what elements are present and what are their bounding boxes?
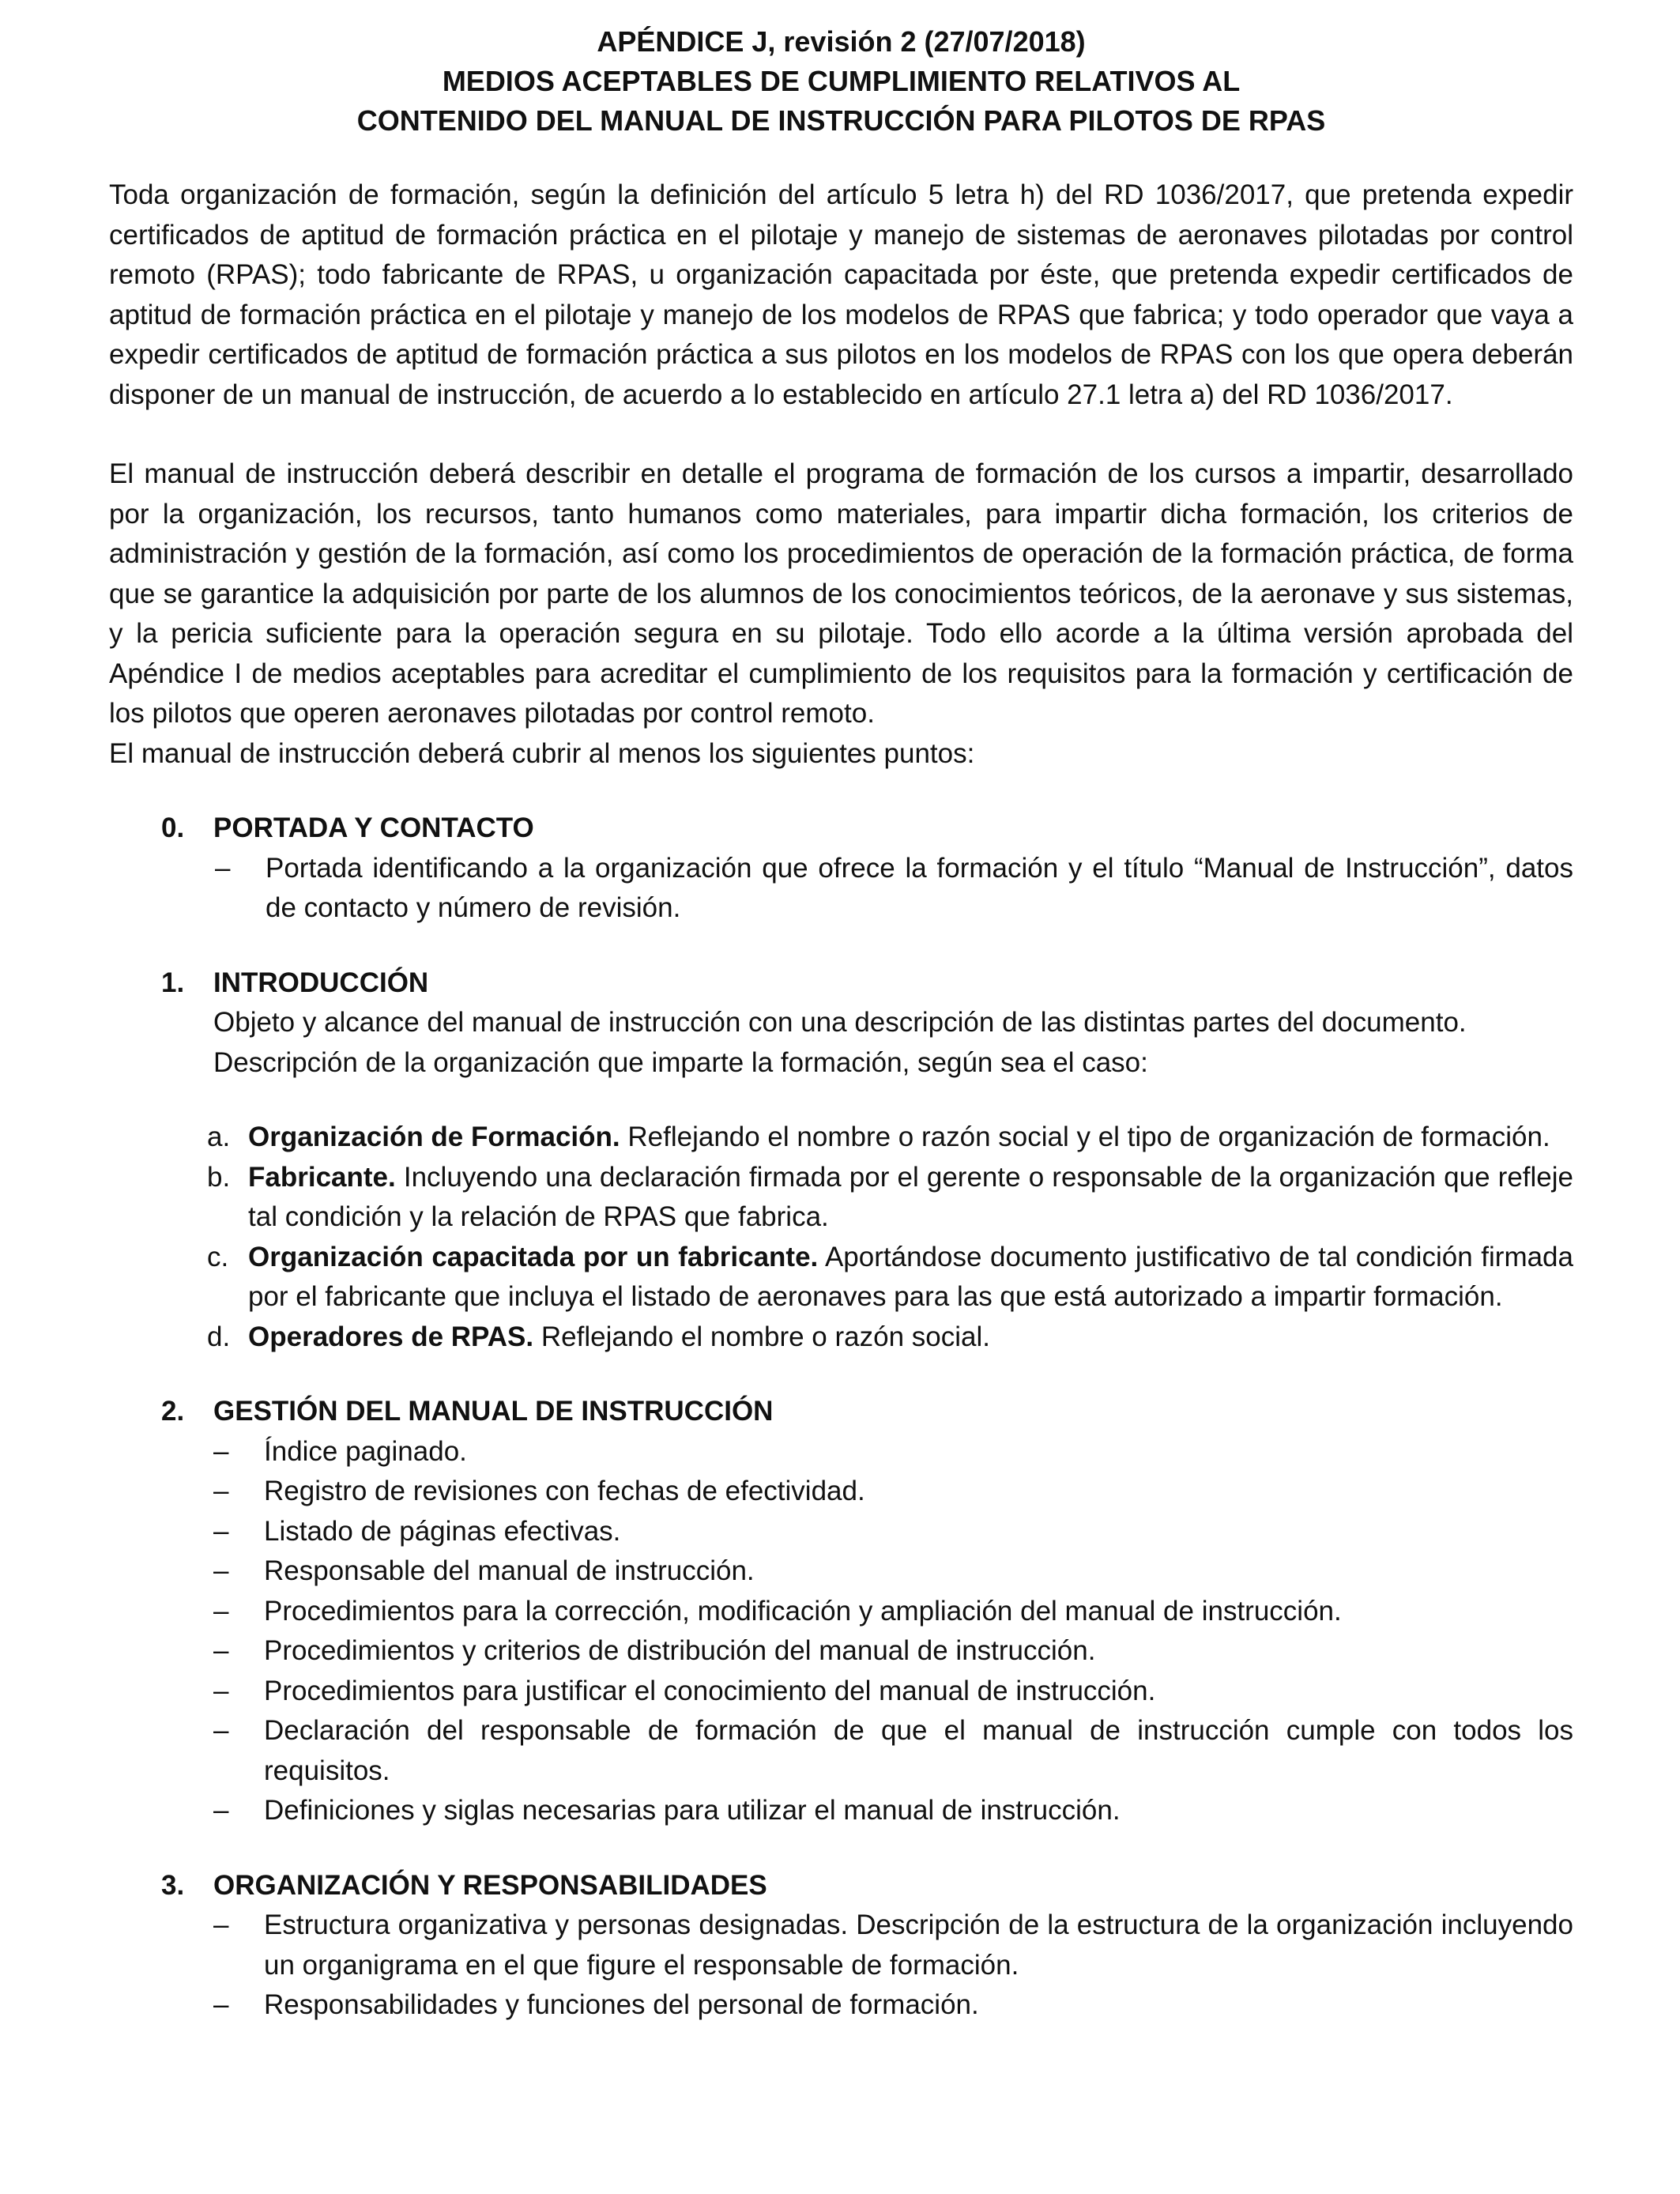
section-heading: [161, 963, 1573, 1004]
dash-bullet: –: [213, 1795, 229, 1826]
list-item-text: Incluyendo una declaración firmada por el gerente o responsable de la organización que refleje tal condición y la relación de RPAS que fabrica.: [248, 1161, 1573, 1232]
section-title: INTRODUCCIÓN: [213, 967, 429, 998]
list-item: [213, 1592, 1573, 1632]
section-title: GESTIÓN DEL MANUAL DE INSTRUCCIÓN: [213, 1396, 774, 1427]
section-heading: [161, 809, 1573, 849]
list-item-text: Procedimientos para justificar el conocimiento del manual de instrucción.: [264, 1675, 1156, 1706]
document-title-line-1: MEDIOS ACEPTABLES DE CUMPLIMIENTO RELATIVOS AL: [442, 65, 1241, 97]
list-item: [213, 1432, 1573, 1472]
section-gestion: [109, 1392, 1573, 1831]
list-item: [215, 849, 1573, 929]
section-introduccion: [109, 963, 1573, 1358]
section-paragraph: Descripción de la organización que imparte la formación, según sea el caso:: [213, 1046, 1148, 1078]
list-item-text: Reflejando el nombre o razón social y el tipo de organización de formación.: [620, 1122, 1550, 1152]
list-item: [213, 1906, 1573, 1985]
intro-paragraph-2: El manual de instrucción deberá describir en detalle el programa de formación de los cursos a impartir, desarrollado por la organización, los recursos, tanto humanos como materiales, para impartir dicha formación, los criterios de administración y gestión de la formación, así como los procedimientos de operación de la formación práctica, de forma que se garantice la adquisición por parte de los alumnos de los conocimientos teóricos, de la aeronave y sus sistemas, y la pericia suficiente para la operación segura en su pilotaje. Todo ello acorde a la última versión aprobada del Apéndice I de medios aceptables para acreditar el cumplimiento de los requisitos para la formación y certificación de los pilotos que operen aeronaves pilotadas por control remoto.: [109, 458, 1573, 729]
list-item-text: Registro de revisiones con fechas de efectividad.: [264, 1476, 865, 1506]
dash-bullet: –: [213, 1515, 229, 1547]
dash-bullet: –: [213, 1989, 229, 2020]
list-item: [213, 1711, 1573, 1791]
list-marker: c.: [207, 1241, 229, 1272]
list-item-text: Procedimientos para la corrección, modificación y ampliación del manual de instrucción.: [264, 1595, 1342, 1627]
section-portada: [109, 809, 1573, 929]
list-item-text: Responsabilidades y funciones del personal de formación.: [264, 1989, 979, 2020]
section-title: ORGANIZACIÓN Y RESPONSABILIDADES: [213, 1869, 767, 1901]
document-title-line-2: CONTENIDO DEL MANUAL DE INSTRUCCIÓN PARA PILOTOS DE RPAS: [356, 104, 1326, 137]
list-item-text: Definiciones y siglas necesarias para utilizar el manual de instrucción.: [264, 1795, 1121, 1826]
item-bold-label: Organización capacitada por un fabricante.: [248, 1241, 819, 1272]
list-item-text: Estructura organizativa y personas designadas. Descripción de la estructura de la organización incluyendo un organigrama en el que figure el responsable de formación.: [264, 1909, 1573, 1981]
section-organizacion: [109, 1866, 1573, 2026]
list-item: [207, 1238, 1573, 1318]
list-item-text: Aportándose documento justificativo de tal condición firmada por el fabricante que incluya el listado de aeronaves para las que está autorizado a impartir formación.: [248, 1241, 1573, 1312]
dash-bullet: –: [213, 1555, 229, 1586]
dash-bullet: –: [213, 1675, 229, 1706]
appendix-title: APÉNDICE J, revisión 2 (27/07/2018): [597, 25, 1086, 58]
list-marker: a.: [207, 1122, 231, 1152]
dash-bullet: –: [213, 1476, 229, 1506]
list-item-text: Listado de páginas efectivas.: [264, 1515, 621, 1547]
list-item-text: Declaración del responsable de formación de que el manual de instrucción cumple con todos los requisitos.: [264, 1715, 1573, 1786]
section-number: 3.: [161, 1869, 185, 1901]
list-item: [213, 1672, 1573, 1712]
dash-bullet: –: [213, 1635, 229, 1666]
list-item-text: Portada identificando a la organización que ofrece la formación y el título “Manual de Instrucción”, datos de contacto y número de revisión.: [266, 852, 1573, 923]
dash-bullet: –: [213, 1909, 229, 1940]
section-number: 0.: [161, 812, 185, 843]
dash-bullet: –: [213, 1715, 229, 1746]
list-item: [213, 1472, 1573, 1512]
dash-bullet: –: [213, 1435, 229, 1467]
list-item-text: Reflejando el nombre o razón social.: [533, 1321, 990, 1352]
intro-paragraph-1: Toda organización de formación, según la definición del artículo 5 letra h) del RD 1036/2017, que pretenda expedir certificados de aptitud de formación práctica en el pilotaje y manejo de sistemas de aeronaves pilotadas por control remoto (RPAS); todo fabricante de RPAS, u organización capacitada por éste, que pretenda expedir certificados de aptitud de formación práctica en el pilotaje y manejo de los modelos de RPAS que fabrica; y todo operador que vaya a expedir certificados de aptitud de formación práctica a sus pilotos en los modelos de RPAS con los que opera deberán disponer de un manual de instrucción, de acuerdo a lo establecido en artículo 27.1 letra a) del RD 1036/2017.: [109, 179, 1573, 410]
section-paragraph: Objeto y alcance del manual de instrucción con una descripción de las distintas partes del documento.: [213, 1007, 1467, 1038]
list-item: [207, 1158, 1573, 1238]
dash-bullet: –: [213, 1595, 229, 1627]
list-marker: b.: [207, 1161, 231, 1193]
dash-bullet: –: [215, 852, 231, 884]
document-header: [109, 22, 1573, 141]
list-item: [207, 1318, 1573, 1358]
list-item-text: Índice paginado.: [264, 1435, 467, 1467]
list-item: [213, 1551, 1573, 1592]
list-item: [213, 1512, 1573, 1552]
item-bold-label: Fabricante.: [248, 1161, 396, 1193]
document-page: [109, 22, 1573, 2026]
section-title: PORTADA Y CONTACTO: [213, 812, 534, 843]
list-item-text: Responsable del manual de instrucción.: [264, 1555, 755, 1586]
list-item: [213, 1631, 1573, 1672]
section-number: 1.: [161, 967, 185, 998]
section-number: 2.: [161, 1396, 185, 1427]
list-marker: d.: [207, 1321, 231, 1352]
list-item: [213, 1791, 1573, 1831]
intro-paragraph-3: El manual de instrucción deberá cubrir al menos los siguientes puntos:: [109, 737, 975, 769]
item-bold-label: Organización de Formación.: [248, 1122, 620, 1152]
list-item: [207, 1118, 1573, 1158]
section-heading: [161, 1392, 1573, 1432]
list-item: [213, 1985, 1573, 2026]
list-item-text: Procedimientos y criterios de distribución del manual de instrucción.: [264, 1635, 1096, 1666]
item-bold-label: Operadores de RPAS.: [248, 1321, 534, 1352]
section-heading: [161, 1866, 1573, 1906]
